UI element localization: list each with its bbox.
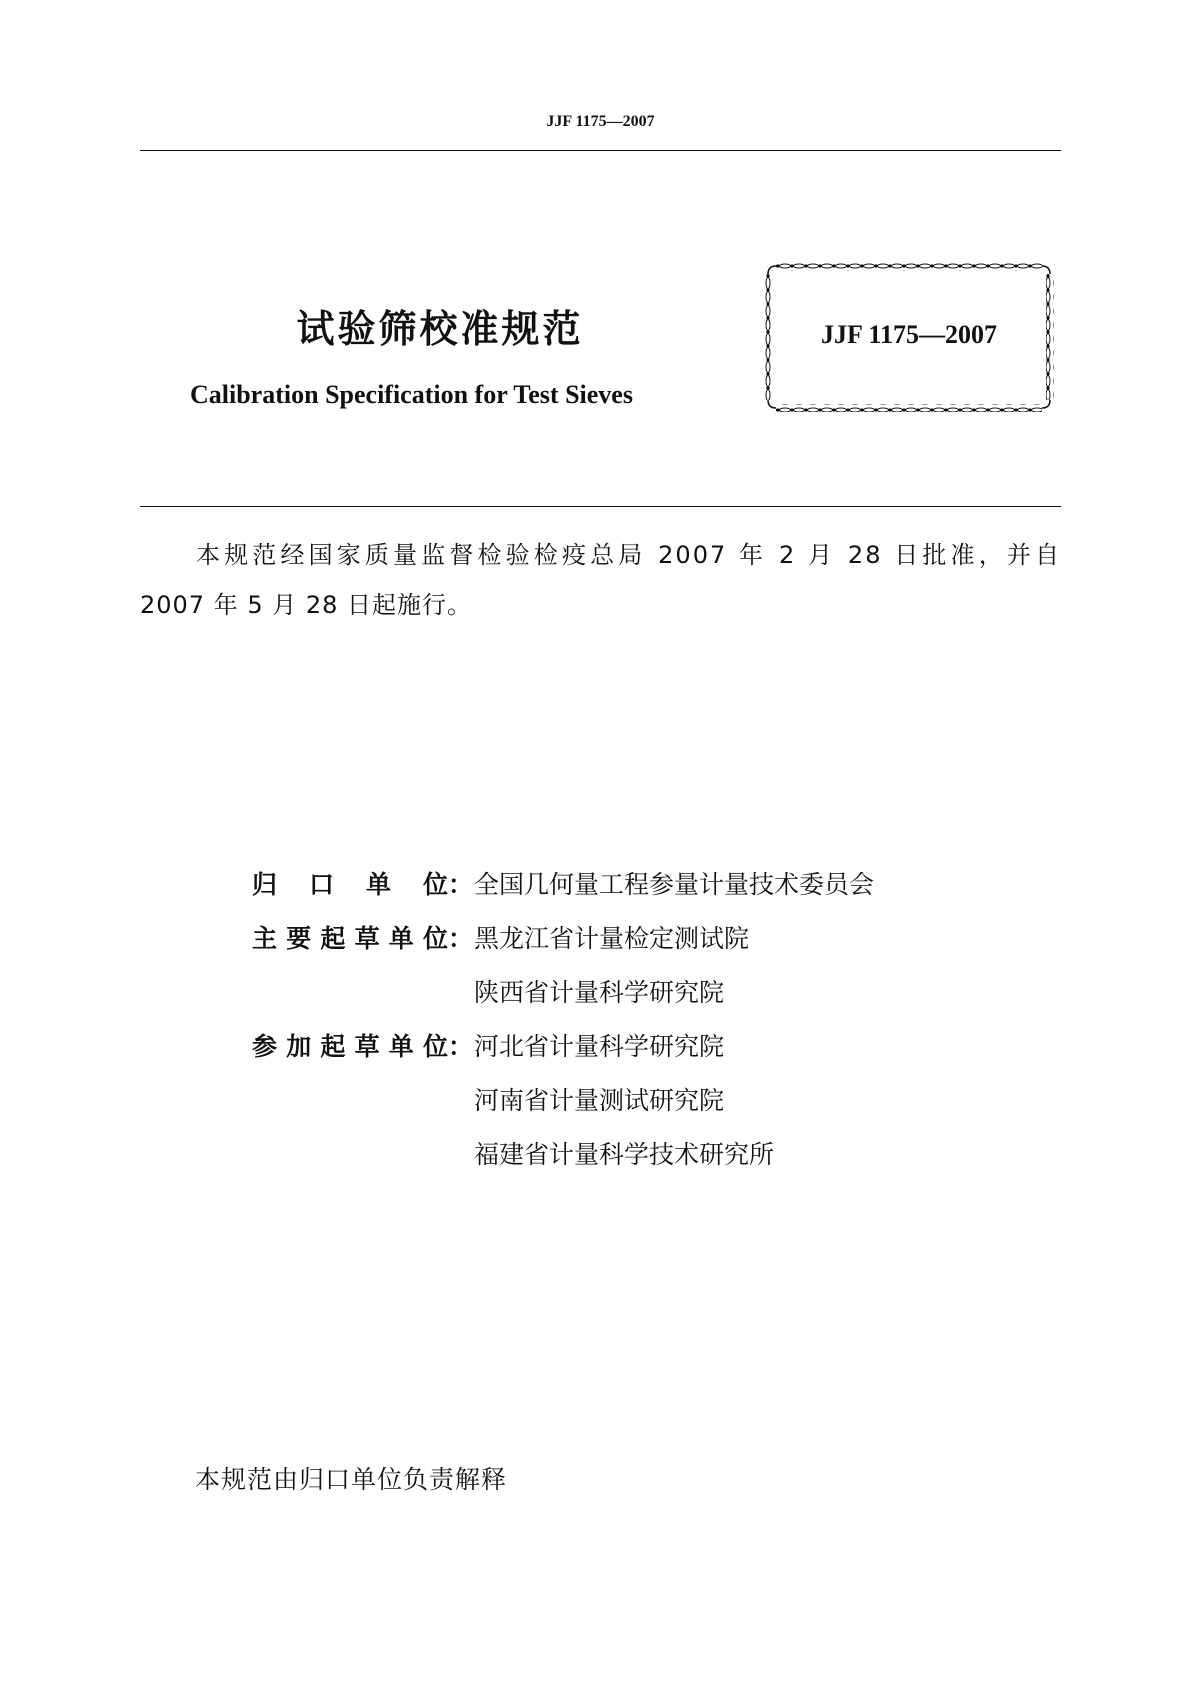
approval-statement xyxy=(140,530,1061,630)
centralized-unit-colon: ： xyxy=(448,870,474,899)
interpretation-note: 本规范由归口单位负责解释 xyxy=(195,1465,508,1494)
centralized-unit-label: 归口单位 xyxy=(252,870,448,899)
code-box-text: JJF 1175—2007 xyxy=(821,320,997,349)
header-rule xyxy=(140,150,1061,151)
main-drafting-value: 黑龙江省计量检定测试院 xyxy=(474,924,750,953)
main-drafting-value: 陕西省计量科学研究院 xyxy=(474,978,725,1007)
section-rule xyxy=(140,506,1061,507)
centralized-unit-value: 全国几何量工程参量计量技术委员会 xyxy=(474,870,875,899)
main-drafting-colon: ： xyxy=(448,924,474,953)
main-drafting-label: 主要起草单位 xyxy=(252,924,448,953)
participating-drafting-value: 福建省计量科学技术研究所 xyxy=(474,1140,775,1169)
participating-drafting-colon: ： xyxy=(448,1032,474,1061)
participating-drafting-label: 参加起草单位 xyxy=(252,1032,448,1061)
code-box xyxy=(764,262,1054,412)
english-title: Calibration Specification for Test Sieves xyxy=(190,380,633,409)
chinese-title: 试验筛校准规范 xyxy=(296,307,584,351)
approval-line-2: 2007 年 5 月 28 日起施行。 xyxy=(140,591,473,619)
participating-drafting-value: 河南省计量测试研究院 xyxy=(474,1086,725,1115)
approval-line-1: 本规范经国家质量监督检验检疫总局 2007 年 2 月 28 日批准，并自 xyxy=(196,541,1061,569)
participating-drafting-value: 河北省计量科学研究院 xyxy=(474,1032,725,1061)
running-header-code: JJF 1175—2007 xyxy=(546,113,655,130)
